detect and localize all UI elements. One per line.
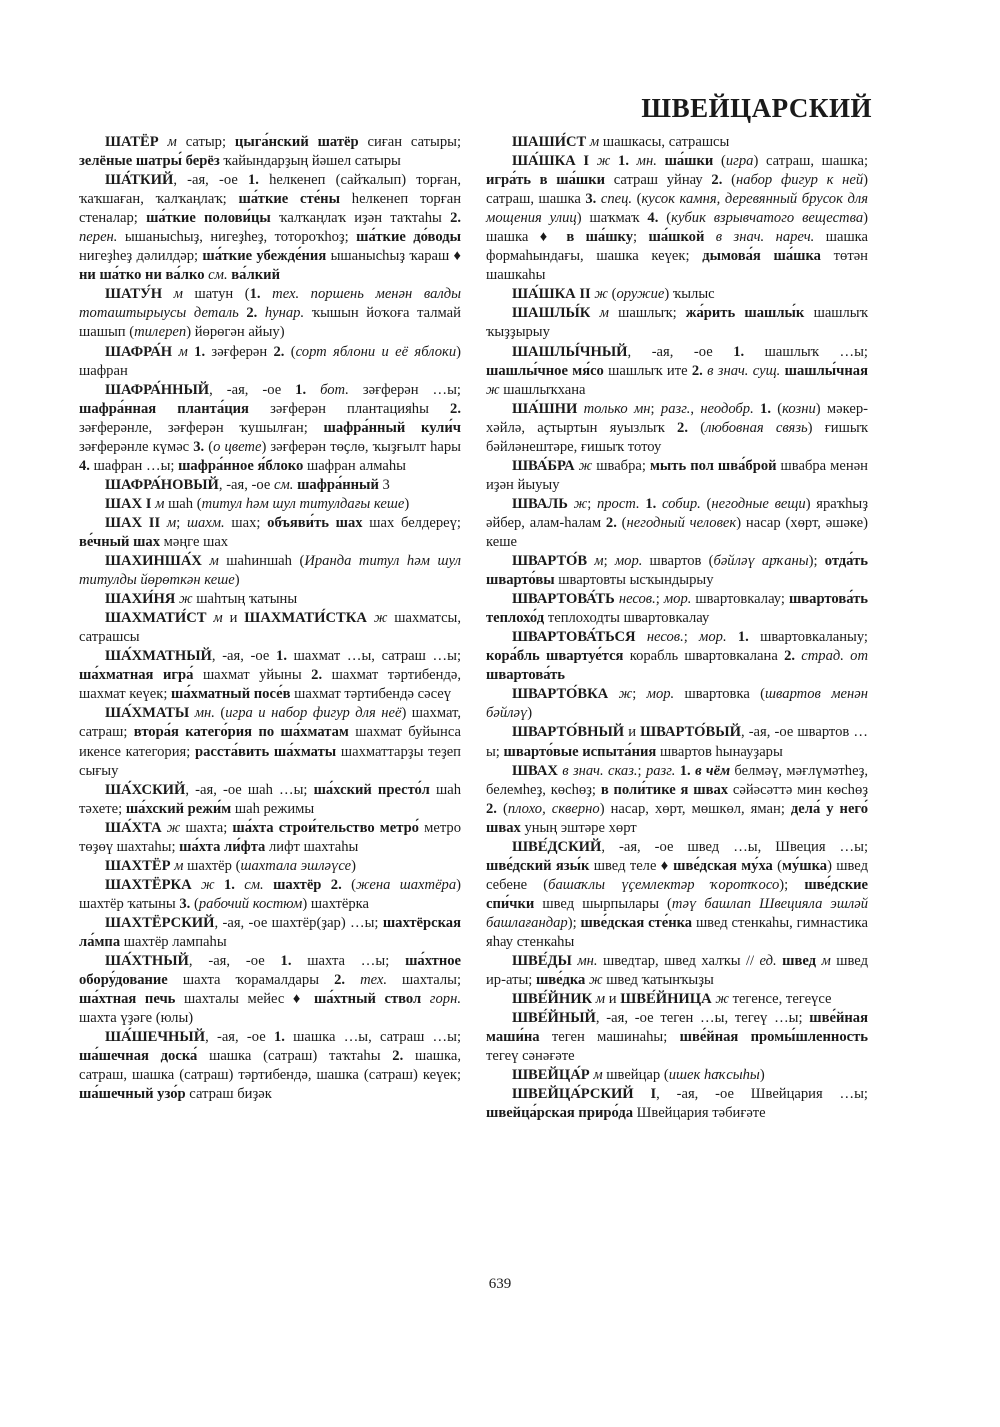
dictionary-entry: ШВЕЙЦА́РСКИЙ I, -ая, -ое Швейцария …ы; швейца́рская приро́да Швейцария тәбиғәте	[486, 1086, 868, 1122]
dictionary-entry: ША́ШКА II ж (оружие) ҡылыс	[512, 286, 715, 303]
dictionary-entry: ШВАРТО́В м; мор. швартов (бәйләү арҡаны); отда́ть шварто́вы швартовты ысҡындырыу	[486, 553, 868, 589]
dictionary-entry: ШАШЛЫ́ЧНЫЙ, -ая, -ое 1. шашлыҡ …ы; шашлы́чное мя́со шашлыҡ ите 2. в знач. сущ. шашлы́чная ж шашлыҡхана	[486, 343, 868, 398]
dictionary-entry: ША́ШЕЧНЫЙ, -ая, -ое 1. шашка …ы, сатраш …ы; ша́шечная доска́ шашка (сатраш) таҡтаһы 2. шашка, сатраш, шашка (сатраш) тәртибендә, шашка (сатраш) кеүек; ша́шечный узо́р сатраш биҙәк	[79, 1029, 462, 1103]
dictionary-entry: ША́ХСКИЙ, -ая, -ое шаһ …ы; ша́хский престо́л шаһ тәхете; ша́хский режи́м шаһ режимы	[79, 781, 461, 817]
dictionary-entry: ША́ТКИЙ, -ая, -ое 1. һелкенеп (сайҡалып) торған, ҡаҡшаған, ҡалҡаңлаҡ; ша́ткие сте́ны һелкенеп торған стеналар; ша́ткие полови́цы ҡалҡаңлаҡ иҙән таҡтаһы 2. перен. ышанысһыҙ, нигеҙһеҙ, тотороҡһоҙ; ша́ткие до́воды нигеҙһеҙ дәлилдәр; ша́ткие убежде́ния ышанысһыҙ ҡараш ♦ ни ша́тко ни ва́лко см. ва́лкий	[79, 172, 462, 284]
dictionary-entry: ШАХМАТИ́СТ м и ШАХМАТИ́СТКА ж шахматсы, сатрашсы	[79, 610, 462, 646]
dictionary-entry: ШАФРА́ННЫЙ, -ая, -ое 1. бот. зәғферән …ы; шафра́нная планта́ция зәғферән плантацияһы 2. зәғферәнле, зәғферән ҡушылған; шафра́нный кули́ч зәғферәнле күмәс 3. (о цвете) зәғферән төҫлө, ҡыҙғылт һары 4. шафран …ы; шафра́нное я́блоко шафран алмаһы	[79, 381, 461, 474]
dictionary-entry: ШВАРТО́ВНЫЙ и ШВАРТО́ВЫЙ, -ая, -ое швартов …ы; шварто́вые испыта́ния швартов һынауҙары	[486, 724, 868, 760]
dictionary-entry: ШВЕ́ДСКИЙ, -ая, -ое швед …ы, Швеция …ы; шве́дский язы́к швед теле ♦ шве́дская му́ха (му́шка) швед себене (башаҡлы үҫемлектәр ҡоротҡосо); шве́дские спи́чки швед шырпылары (тәү башлап Швецияла эшләй башлағандар); шве́дская сте́нка швед стенкаһы, гимнастика яһау стенкаһы	[486, 838, 869, 950]
dictionary-entry: ШВАРТОВА́ТЬСЯ несов.; мор. 1. швартовкаланыу; кора́бль швартуе́тся корабль швартовкалана 2. страд. от швартова́ть	[486, 629, 868, 684]
dictionary-entry: ША́ШНИ только мн; разг., неодобр. 1. (козни) мәкер-хәйлә, аҫтыртын яуызлыҡ 2. (любовная связь) ғишыҡ бәйләнештәре, ғишыҡ тотоу	[486, 400, 869, 455]
dictionary-entry: ШАШЛЫ́К м шашлыҡ; жа́рить шашлы́к шашлыҡ ҡыҙҙырыу	[486, 305, 868, 341]
dictionary-entry: ШВЕ́ЙНИК м и ШВЕ́ЙНИЦА ж тегенсе, тегеүсе	[512, 991, 832, 1008]
dictionary-entry: ШАФРА́Н м 1. зәғферән 2. (сорт яблони и её яблоки) шафран	[79, 343, 462, 379]
running-head: ШВЕЙЦАРСКИЙ	[641, 93, 872, 123]
left-column	[79, 133, 461, 1104]
dictionary-entry: ША́ХТНЫЙ, -ая, -ое 1. шахта …ы; ша́хтное обору́дование шахта ҡорамалдары 2. тех. шахталы; ша́хтная печь шахталы мейес ♦ ша́хтный ствол горн. шахта үҙәге (юлы)	[79, 953, 462, 1027]
dictionary-entry: ШВЕ́ДЫ мн. шведтар, швед халҡы // ед. швед м швед ир-аты; шве́дка ж швед ҡатынҡыҙы	[486, 953, 868, 989]
dictionary-entry: ШАШИ́СТ м шашкасы, сатрашсы	[512, 134, 730, 150]
dictionary-entry: ШВЕ́ЙНЫЙ, -ая, -ое теген …ы, тегеү …ы; шве́йная маши́на теген машинаһы; шве́йная промы́шленность тегеү сәнәғәте	[486, 1010, 868, 1065]
dictionary-entry: ШВАРТО́ВКА ж; мор. швартовка (швартов менән бәйләү)	[486, 686, 868, 722]
dictionary-entry: ША́ХМАТЫ мн. (игра и набор фигур для неё) шахмат, сатраш; втора́я катего́рия по ша́хматам шахмат буйынса икенсе категория; расста́вить ша́хматы шахматтарҙы теҙеп сығыу	[79, 705, 461, 779]
dictionary-entry: ШВАХ в знач. сказ.; разг. 1. в чём белмәү, мәғлүмәтһеҙ, белемһеҙ, көсһөҙ; в поли́тике я швах сәйәсәттә мин көсһөҙ 2. (плохо, скверно) насар, хөрт, мөшкөл, яман; дела́ у него́ швах уның эштәре хөрт	[486, 762, 869, 836]
dictionary-entry: ШВАРТОВА́ТЬ несов.; мор. швартовкалау; швартова́ть теплохо́д теплоходты швартовкалау	[486, 591, 869, 627]
right-column	[486, 133, 868, 1123]
dictionary-entry: ШАХТЁРСКИЙ, -ая, -ое шахтёр(ҙар) …ы; шахтёрская ла́мпа шахтёр лампаһы	[79, 914, 461, 950]
dictionary-entry: ШВЕЙЦА́Р м швейцар (ишек һаҡсыһы)	[512, 1067, 765, 1084]
dictionary-entry: ШВА́БРА ж швабра; мыть пол шва́брой швабра менән иҙән йыуыу	[486, 457, 868, 493]
dictionary-entry: ША́ХМАТНЫЙ, -ая, -ое 1. шахмат …ы, сатраш …ы; ша́хматная игра́ шахмат уйыны 2. шахмат тәртибендә, шахмат кеүек; ша́хматный посе́в шахмат тәртибендә сәсеү	[79, 648, 462, 703]
dictionary-entry: ШАХ I м шаһ (титул һәм шул титулдағы кеше)	[105, 495, 410, 512]
page-number: 639	[488, 1276, 512, 1292]
dictionary-entry: ШАФРА́НОВЫЙ, -ая, -ое см. шафра́нный 3	[105, 476, 390, 493]
dictionary-entry: ШАХИ́НЯ ж шаһтың ҡатыны	[105, 591, 298, 608]
dictionary-entry: ШАХТЁРКА ж 1. см. шахтёр 2. (жена шахтёра) шахтёр ҡатыны 3. (рабочий костюм) шахтёрка	[79, 876, 462, 912]
dictionary-entry: ШАХТЁР м шахтёр (шахтала эшләүсе)	[105, 857, 356, 874]
dictionary-entry: ШАТУ́Н м шатун (1. тех. поршень менән валды тоташтырыусы деталь 2. һунар. ҡышын йоҡоға талмай шашып (тилереп) йөрөгән айыу)	[79, 286, 461, 341]
dictionary-entry: ШВАЛЬ ж; прост. 1. собир. (негодные вещи) яраҡһыҙ әйбер, алам-һалам 2. (негодный человек) насар (хөрт, әшәке) кеше	[486, 495, 869, 550]
dictionary-entry: ША́ШКА I ж 1. мн. ша́шки (игра) сатраш, шашка; игра́ть в ша́шки сатраш уйнау 2. (набор фигур к ней) сатраш, шашка 3. спец. (кусок камня, деревянный брусок для мощения улиц) шаҡмаҡ 4. (кубик взрывчатого вещества) шашка ♦ в ша́шку; ша́шкой в знач. нареч. шашка формаһындағы, шашка кеүек; дымова́я ша́шка төтән шашкаһы	[486, 153, 869, 284]
dictionary-entry: ШАТЁР м сатыр; цыга́нский шатёр сиған сатыры; зелёные шатры́ берёз ҡайындарҙың йәшел сатыры	[79, 134, 462, 170]
dictionary-entry: ШАХ II м; шахм. шах; объяви́ть шах шах белдереү; ве́чный шах мәңге шах	[79, 514, 461, 550]
dictionary-entry: ША́ХТА ж шахта; ша́хта строи́тельство метро́ метро төҙөү шахтаһы; ша́хта ли́фта лифт шахтаһы	[79, 819, 461, 855]
dictionary-entry: ШАХИНША́Х м шаһиншаһ (Иранда титул һәм шул титулды йөрөткән кеше)	[79, 553, 461, 589]
